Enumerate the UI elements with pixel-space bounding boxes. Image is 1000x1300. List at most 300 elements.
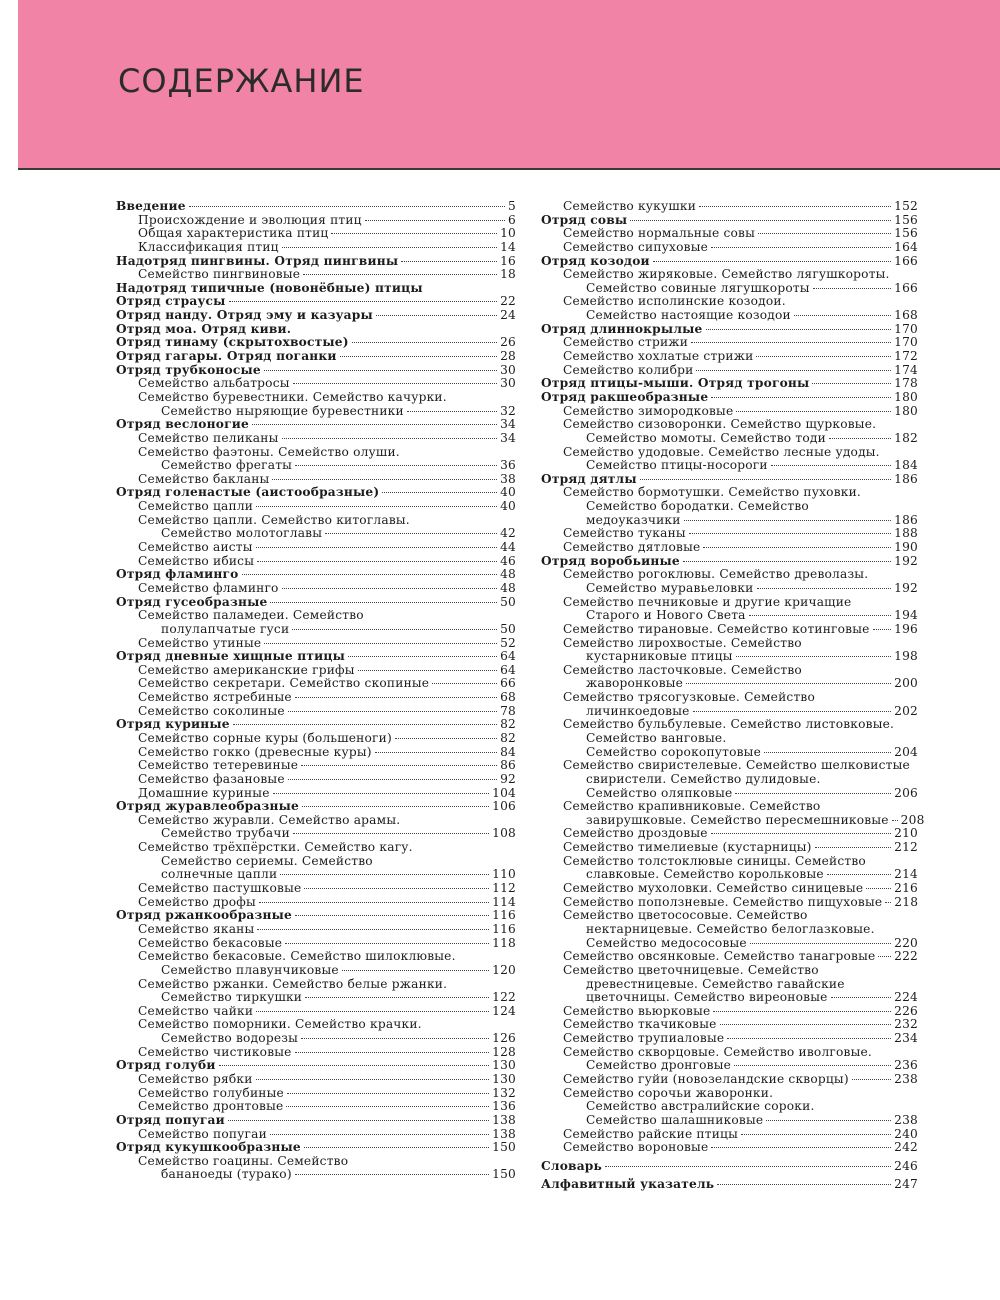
toc-page-number: 36 bbox=[500, 458, 516, 473]
toc-entry bbox=[116, 827, 516, 841]
toc-entry-title: Отряд тинаму (скрытохвостые) bbox=[116, 336, 349, 350]
toc-entry bbox=[116, 473, 516, 487]
toc-page-number: 108 bbox=[492, 826, 516, 841]
toc-entry bbox=[116, 964, 516, 978]
toc-entry bbox=[541, 596, 918, 610]
toc-entry-title: Семейство трубачи bbox=[161, 827, 290, 841]
toc-entry-title: Семейство туканы bbox=[563, 527, 686, 541]
toc-entry-title: Семейство дятловые bbox=[563, 541, 701, 555]
toc-entry bbox=[541, 718, 918, 732]
toc-entry bbox=[541, 1018, 918, 1032]
toc-page-number: 22 bbox=[500, 294, 516, 309]
toc-page-number: 118 bbox=[492, 935, 516, 950]
toc-entry-title: Семейство сипуховые bbox=[563, 240, 709, 254]
toc-leader-dots bbox=[219, 1065, 490, 1066]
toc-leader-dots bbox=[331, 233, 497, 234]
toc-page-number: 82 bbox=[500, 717, 516, 732]
toc-entry-title: Семейство сорочьи жаворонки. bbox=[563, 1086, 774, 1100]
toc-entry-title: Семейство цапли. Семейство китоглавы. bbox=[138, 513, 410, 527]
toc-entry bbox=[116, 787, 516, 801]
toc-leader-dots bbox=[292, 629, 497, 630]
toc-page-number: 168 bbox=[894, 308, 918, 323]
toc-entry bbox=[541, 637, 918, 651]
toc-section-entry bbox=[116, 255, 516, 269]
toc-entry bbox=[116, 746, 516, 760]
toc-entry bbox=[541, 909, 918, 923]
toc-page-number: 202 bbox=[894, 703, 918, 718]
toc-leader-dots bbox=[293, 833, 489, 834]
toc-entry bbox=[541, 746, 918, 760]
toc-page-number: 188 bbox=[894, 526, 918, 541]
toc-page-number: 210 bbox=[894, 826, 918, 841]
toc-page-number: 114 bbox=[492, 894, 516, 909]
toc-entry bbox=[541, 882, 918, 896]
toc-entry bbox=[116, 1032, 516, 1046]
toc-entry-title: бананоеды (турако) bbox=[161, 1168, 292, 1182]
toc-leader-dots bbox=[771, 465, 891, 466]
toc-entry-title: Отряд страусы bbox=[116, 295, 226, 309]
toc-leader-dots bbox=[684, 520, 892, 521]
toc-entry bbox=[541, 1114, 918, 1128]
toc-page-number: 30 bbox=[500, 376, 516, 391]
toc-entry-title: Семейство фламинго bbox=[138, 581, 279, 595]
toc-leader-dots bbox=[686, 683, 891, 684]
toc-leader-dots bbox=[735, 793, 891, 794]
toc-entry-title: Отряд гусеобразные bbox=[116, 595, 268, 609]
toc-entry bbox=[541, 773, 918, 787]
toc-entry-title: Семейство толстоклювые синицы. Семейство bbox=[563, 854, 866, 868]
toc-leader-dots bbox=[256, 506, 497, 507]
toc-entry-title: Семейство цветососовые. Семейство bbox=[563, 909, 808, 923]
toc-page-number: 200 bbox=[894, 676, 918, 691]
toc-leader-dots bbox=[815, 847, 892, 848]
toc-entry-title: Семейство дрофы bbox=[138, 895, 256, 909]
toc-page-number: 40 bbox=[500, 499, 516, 514]
toc-page-number: 180 bbox=[894, 403, 918, 418]
toc-entry bbox=[541, 623, 918, 637]
toc-section-entry bbox=[541, 1160, 918, 1174]
toc-section-entry bbox=[116, 364, 516, 378]
toc-entry-title: Семейство трёхпёрстки. Семейство кагу. bbox=[138, 841, 413, 855]
toc-entry-title: Происхождение и эволюция птиц bbox=[138, 213, 362, 227]
toc-leader-dots bbox=[282, 588, 497, 589]
toc-page-number: 236 bbox=[894, 1058, 918, 1073]
toc-page-number: 186 bbox=[894, 512, 918, 527]
toc-entry bbox=[116, 459, 516, 473]
toc-entry-title: Отряд фламинго bbox=[116, 568, 239, 582]
toc-leader-dots bbox=[325, 533, 497, 534]
toc-entry-title: Семейство вороновые bbox=[563, 1141, 709, 1155]
toc-entry bbox=[541, 827, 918, 841]
toc-entry bbox=[116, 1005, 516, 1019]
toc-page-number: 5 bbox=[508, 199, 516, 213]
toc-leader-dots bbox=[691, 342, 891, 343]
toc-entry-title: Семейство поползневые. Семейство пищуховые bbox=[563, 895, 883, 909]
toc-section-entry bbox=[116, 323, 516, 337]
toc-entry-title: цветочницы. Семейство виреоновые bbox=[586, 991, 828, 1005]
toc-entry-title: Семейство паламедеи. Семейство bbox=[138, 609, 364, 623]
toc-leader-dots bbox=[720, 1024, 892, 1025]
toc-entry bbox=[116, 527, 516, 541]
toc-entry-title: Семейство удодовые. Семейство лесные удоды. bbox=[563, 445, 880, 459]
toc-page-number: 112 bbox=[492, 881, 516, 896]
toc-entry-title: Семейство бакланы bbox=[138, 472, 270, 486]
toc-page-number: 164 bbox=[894, 239, 918, 254]
toc-leader-dots bbox=[711, 397, 891, 398]
toc-entry-title: Отряд козодои bbox=[541, 254, 650, 268]
toc-entry bbox=[116, 1128, 516, 1142]
toc-leader-dots bbox=[257, 929, 489, 930]
toc-entry bbox=[116, 582, 516, 596]
toc-leader-dots bbox=[264, 370, 497, 371]
toc-entry-title: Семейство сизоворонки. Семейство щурковые. bbox=[563, 418, 877, 432]
toc-entry bbox=[116, 677, 516, 691]
toc-section-entry bbox=[116, 418, 516, 432]
toc-leader-dots bbox=[189, 206, 505, 207]
toc-entry bbox=[541, 541, 918, 555]
toc-page-number: 92 bbox=[500, 771, 516, 786]
toc-entry bbox=[541, 1032, 918, 1046]
toc-entry-title: Семейство жиряковые. Семейство лягушкороты. bbox=[563, 268, 890, 282]
toc-page-number: 138 bbox=[492, 1126, 516, 1141]
toc-page-number: 238 bbox=[894, 1072, 918, 1086]
toc-entry bbox=[541, 514, 918, 528]
toc-entry bbox=[541, 568, 918, 582]
toc-entry bbox=[541, 500, 918, 514]
toc-entry bbox=[541, 309, 918, 323]
toc-entry-title: Семейство бекасовые bbox=[138, 936, 283, 950]
toc-entry bbox=[541, 841, 918, 855]
toc-page-number: 226 bbox=[894, 1003, 918, 1018]
toc-page-number: 48 bbox=[500, 567, 516, 582]
toc-leader-dots bbox=[295, 1174, 489, 1175]
toc-page-number: 186 bbox=[894, 471, 918, 486]
toc-entry-title: Семейство утиные bbox=[138, 636, 262, 650]
toc-page-number: 182 bbox=[894, 430, 918, 445]
toc-entry-title: Семейство буревестники. Семейство качурки. bbox=[138, 390, 447, 404]
toc-entry-title: нектарницевые. Семейство белоглазковые. bbox=[586, 922, 875, 936]
toc-entry bbox=[116, 868, 516, 882]
toc-leader-dots bbox=[229, 301, 498, 302]
toc-entry-title: Семейство птицы-носороги bbox=[586, 459, 768, 473]
toc-section-entry bbox=[541, 255, 918, 269]
toc-entry-title: Отряд воробьиные bbox=[541, 554, 680, 568]
toc-page-number: 40 bbox=[500, 485, 516, 500]
toc-entry-title: Алфавитный указатель bbox=[541, 1178, 715, 1192]
toc-entry bbox=[116, 1018, 516, 1032]
toc-leader-dots bbox=[264, 643, 497, 644]
toc-entry-title: Семейство пингвиновые bbox=[138, 268, 301, 282]
toc-page-number: 68 bbox=[500, 690, 516, 705]
toc-page-number: 110 bbox=[492, 867, 516, 882]
toc-entry-title: Семейство альбатросы bbox=[138, 377, 290, 391]
toc-page-number: 78 bbox=[500, 703, 516, 718]
toc-entry bbox=[541, 418, 918, 432]
toc-leader-dots bbox=[827, 874, 891, 875]
toc-entry bbox=[116, 923, 516, 937]
toc-page-number: 206 bbox=[894, 785, 918, 800]
toc-leader-dots bbox=[693, 711, 892, 712]
toc-entry bbox=[541, 1087, 918, 1101]
toc-entry bbox=[116, 227, 516, 241]
toc-entry-title: медоуказчики bbox=[586, 513, 681, 527]
toc-entry-title: Семейство бекасовые. Семейство шилоклювые. bbox=[138, 950, 456, 964]
toc-page-number: 242 bbox=[894, 1140, 918, 1155]
toc-entry bbox=[541, 336, 918, 350]
toc-leader-dots bbox=[703, 547, 891, 548]
toc-entry bbox=[116, 841, 516, 855]
toc-leader-dots bbox=[375, 752, 497, 753]
toc-entry-title: Семейство фаэтоны. Семейство олуши. bbox=[138, 445, 400, 459]
toc-leader-dots bbox=[288, 779, 497, 780]
toc-leader-dots bbox=[270, 1134, 489, 1135]
toc-entry bbox=[541, 268, 918, 282]
toc-leader-dots bbox=[831, 997, 892, 998]
toc-entry-title: кустарниковые птицы bbox=[586, 650, 733, 664]
toc-leader-dots bbox=[741, 1134, 891, 1135]
toc-entry bbox=[541, 1100, 918, 1114]
toc-entry-title: Семейство фрегаты bbox=[161, 459, 293, 473]
toc-entry-title: Семейство вьюрковые bbox=[563, 1004, 711, 1018]
toc-page-number: 192 bbox=[894, 580, 918, 595]
toc-page-number: 64 bbox=[500, 649, 516, 664]
toc-leader-dots bbox=[287, 1093, 489, 1094]
toc-leader-dots bbox=[683, 561, 891, 562]
toc-entry bbox=[541, 705, 918, 719]
toc-entry-title: Семейство чистиковые bbox=[138, 1045, 292, 1059]
toc-entry-title: Семейство кукушки bbox=[563, 200, 697, 213]
toc-leader-dots bbox=[256, 547, 497, 548]
toc-page-number: 116 bbox=[492, 921, 516, 936]
toc-page-number: 170 bbox=[894, 335, 918, 350]
toc-leader-dots bbox=[885, 902, 891, 903]
toc-leader-dots bbox=[717, 1184, 891, 1185]
toc-entry-title: Семейство муравьеловки bbox=[586, 581, 754, 595]
toc-page-number: 32 bbox=[500, 403, 516, 418]
toc-entry-title: Семейство ржанки. Семейство белые ржанки. bbox=[138, 977, 448, 991]
toc-entry-title: Семейство секретари. Семейство скопиные bbox=[138, 677, 430, 691]
toc-page-number: 178 bbox=[894, 376, 918, 391]
toc-entry bbox=[541, 991, 918, 1005]
header-banner bbox=[18, 0, 1000, 170]
toc-page-number: 170 bbox=[894, 321, 918, 336]
toc-entry-title: Семейство крапивниковые. Семейство bbox=[563, 800, 821, 814]
toc-page-number: 50 bbox=[500, 594, 516, 609]
toc-leader-dots bbox=[758, 233, 891, 234]
toc-entry-title: Отряд моа. Отряд киви. bbox=[116, 322, 292, 336]
toc-column-left bbox=[116, 200, 516, 1182]
toc-entry bbox=[116, 1073, 516, 1087]
toc-leader-dots bbox=[259, 902, 489, 903]
toc-entry-title: Семейство голубиные bbox=[138, 1086, 284, 1100]
toc-entry-title: Отряд попугаи bbox=[116, 1113, 225, 1127]
toc-entry-title: Семейство исполинские козодои. bbox=[563, 295, 786, 309]
toc-entry-title: Семейство тетеревиные bbox=[138, 759, 299, 773]
toc-entry-title: Семейство цветочницевые. Семейство bbox=[563, 963, 819, 977]
toc-entry-title: Надотряд пингвины. Отряд пингвины bbox=[116, 254, 399, 268]
toc-leader-dots bbox=[813, 288, 891, 289]
toc-leader-dots bbox=[866, 888, 891, 889]
toc-page-number: 190 bbox=[894, 540, 918, 555]
toc-leader-dots bbox=[736, 656, 892, 657]
toc-entry bbox=[541, 1059, 918, 1073]
toc-entry-title: Семейство плавунчиковые bbox=[161, 963, 339, 977]
toc-section-entry bbox=[116, 718, 516, 732]
toc-entry bbox=[116, 241, 516, 255]
toc-page-number: 238 bbox=[894, 1112, 918, 1127]
toc-entry-title: Отряд кукушкообразные bbox=[116, 1141, 301, 1155]
toc-entry bbox=[116, 1087, 516, 1101]
toc-leader-dots bbox=[736, 411, 891, 412]
toc-entry bbox=[116, 268, 516, 282]
toc-entry-title: Семейство дронтовые bbox=[138, 1100, 284, 1114]
toc-leader-dots bbox=[252, 424, 497, 425]
toc-entry-title: Введение bbox=[116, 200, 186, 213]
toc-entry-title: Домашние куриные bbox=[138, 786, 270, 800]
toc-page-number: 18 bbox=[500, 267, 516, 282]
toc-entry bbox=[116, 377, 516, 391]
toc-entry-title: Семейство дроздовые bbox=[563, 827, 708, 841]
toc-entry-title: Словарь bbox=[541, 1159, 602, 1173]
toc-entry-title: Отряд журавлеобразные bbox=[116, 800, 299, 814]
toc-entry bbox=[116, 950, 516, 964]
toc-section-entry bbox=[541, 391, 918, 405]
toc-leader-dots bbox=[401, 261, 497, 262]
toc-leader-dots bbox=[293, 383, 497, 384]
toc-entry-title: Семейство ныряющие буревестники bbox=[161, 404, 404, 418]
toc-page-number: 6 bbox=[508, 212, 516, 227]
toc-page-number: 34 bbox=[500, 417, 516, 432]
toc-leader-dots bbox=[812, 383, 891, 384]
toc-page-number: 218 bbox=[894, 894, 919, 909]
toc-entry bbox=[116, 1100, 516, 1114]
toc-page-number: 10 bbox=[500, 226, 516, 241]
toc-page-number: 116 bbox=[492, 908, 516, 923]
toc-entry bbox=[541, 350, 918, 364]
toc-entry-title: Отряд гагары. Отряд поганки bbox=[116, 350, 337, 364]
toc-leader-dots bbox=[301, 765, 497, 766]
toc-entry-title: Семейство тиркушки bbox=[161, 991, 303, 1005]
toc-leader-dots bbox=[892, 820, 898, 821]
toc-leader-dots bbox=[304, 888, 489, 889]
toc-entry bbox=[116, 555, 516, 569]
toc-entry bbox=[116, 623, 516, 637]
toc-page-number: 166 bbox=[894, 280, 918, 295]
toc-section-entry bbox=[116, 282, 516, 296]
toc-entry bbox=[541, 282, 918, 296]
toc-entry bbox=[116, 896, 516, 910]
toc-leader-dots bbox=[727, 1038, 891, 1039]
toc-page-number: 38 bbox=[500, 471, 516, 486]
toc-leader-dots bbox=[282, 247, 497, 248]
toc-entry bbox=[116, 664, 516, 678]
toc-entry bbox=[116, 609, 516, 623]
toc-entry-title: Семейство попугаи bbox=[138, 1127, 267, 1141]
toc-entry-title: Семейство американские грифы bbox=[138, 663, 355, 677]
toc-entry-title: завирушковые. Семейство пересмешниковые bbox=[586, 813, 889, 827]
toc-section-entry bbox=[116, 350, 516, 364]
toc-entry bbox=[541, 896, 918, 910]
toc-entry-title: Семейство совиные лягушкороты bbox=[586, 281, 810, 295]
toc-entry bbox=[541, 486, 918, 500]
toc-leader-dots bbox=[272, 479, 497, 480]
toc-leader-dots bbox=[342, 970, 489, 971]
toc-entry bbox=[541, 800, 918, 814]
toc-leader-dots bbox=[794, 315, 891, 316]
toc-page-number: 208 bbox=[900, 812, 925, 827]
toc-page-number: 194 bbox=[894, 608, 918, 623]
toc-entry-title: Семейство соколиные bbox=[138, 704, 285, 718]
toc-entry bbox=[541, 459, 918, 473]
toc-section-entry bbox=[116, 295, 516, 309]
toc-section-entry bbox=[116, 650, 516, 664]
toc-entry bbox=[116, 1168, 516, 1182]
toc-page-number: 234 bbox=[894, 1031, 918, 1046]
toc-entry-title: Отряд голуби bbox=[116, 1059, 216, 1073]
toc-entry bbox=[541, 732, 918, 746]
toc-page-number: 28 bbox=[500, 349, 516, 364]
toc-leader-dots bbox=[711, 1147, 891, 1148]
toc-leader-dots bbox=[295, 1052, 490, 1053]
toc-entry bbox=[541, 364, 918, 378]
toc-section-entry bbox=[541, 1178, 918, 1192]
toc-page-number: 66 bbox=[500, 676, 516, 691]
toc-leader-dots bbox=[233, 724, 497, 725]
toc-entry bbox=[541, 1046, 918, 1060]
toc-section-entry bbox=[541, 377, 918, 391]
toc-page-number: 150 bbox=[492, 1140, 516, 1155]
toc-entry bbox=[116, 705, 516, 719]
toc-leader-dots bbox=[270, 602, 497, 603]
toc-entry-title: жаворонковые bbox=[586, 677, 684, 691]
toc-entry-title: Семейство молотоглавы bbox=[161, 527, 323, 541]
toc-entry-title: Отряд трубконосые bbox=[116, 363, 261, 377]
toc-entry bbox=[541, 227, 918, 241]
toc-entry-title: солнечные цапли bbox=[161, 868, 278, 882]
toc-page-number: 24 bbox=[500, 308, 516, 323]
toc-section-entry bbox=[541, 555, 918, 569]
toc-section-entry bbox=[116, 568, 516, 582]
toc-entry bbox=[541, 405, 918, 419]
toc-entry-title: Семейство ласточковые. Семейство bbox=[563, 663, 802, 677]
toc-entry bbox=[541, 1073, 918, 1087]
toc-entry-title: Семейство печниковые и другие кричащие bbox=[563, 595, 852, 609]
toc-column-right bbox=[541, 199, 925, 1196]
toc-entry-title: Семейство колибри bbox=[563, 363, 694, 377]
toc-entry-title: Семейство шалашниковые bbox=[586, 1113, 764, 1127]
toc-page-number: 130 bbox=[492, 1058, 516, 1073]
toc-entry-title: древестницевые. Семейство гавайские bbox=[586, 977, 845, 991]
toc-leader-dots bbox=[711, 247, 891, 248]
toc-entry-title: Семейство яканы bbox=[138, 922, 255, 936]
toc-leader-dots bbox=[282, 438, 498, 439]
toc-entry-title: личинкоедовые bbox=[586, 704, 690, 718]
toc-entry bbox=[541, 295, 918, 309]
toc-entry-title: Отряд нанду. Отряд эму и казуары bbox=[116, 309, 373, 323]
toc-entry bbox=[116, 405, 516, 419]
toc-page-number: 126 bbox=[492, 1031, 516, 1046]
toc-page-number: 120 bbox=[492, 962, 516, 977]
toc-entry bbox=[541, 868, 918, 882]
toc-entry-title: Семейство фазановые bbox=[138, 772, 285, 786]
toc-leader-dots bbox=[295, 465, 497, 466]
toc-page-number: 214 bbox=[894, 867, 918, 882]
toc-leader-dots bbox=[605, 1166, 891, 1167]
toc-leader-dots bbox=[757, 588, 892, 589]
toc-page-number: 212 bbox=[894, 840, 918, 855]
toc-entry-title: Семейство райские птицы bbox=[563, 1127, 738, 1141]
toc-entry bbox=[116, 937, 516, 951]
